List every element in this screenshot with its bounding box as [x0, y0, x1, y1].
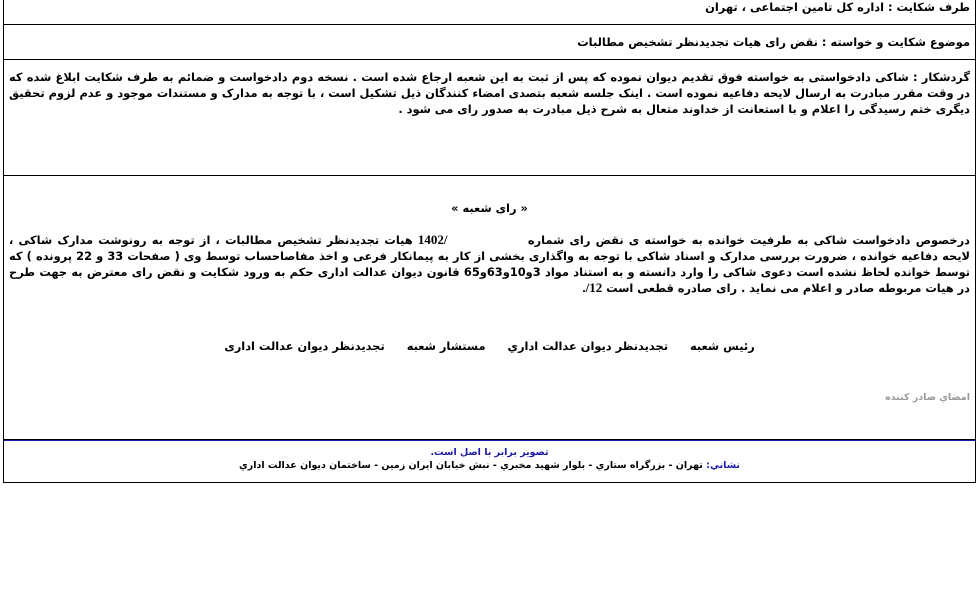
- verdict-lead: درخصوص دادخواست شاکی به طرفیت خوانده به خواسته ی نقض رای شماره: [527, 233, 971, 247]
- complaint-subject: موضوع شکایت و خواسته : نقض رای هیات تجدیدنظر تشخیص مطالبات: [577, 35, 970, 49]
- signature-branch-head-court: تجدیدنظر دیوان عدالت اداري: [507, 339, 668, 353]
- verdict-ref: 12/.: [582, 280, 603, 295]
- address-text: تهران - بزرگراه ستاري - بلوار شهيد مخبري - نبش خيابان ايران زمين - ساختمان ديوان عدالت اداري: [239, 460, 703, 471]
- verdict-text: [9, 232, 970, 296]
- complaint-party-row: [3, 0, 976, 25]
- certified-copy: تصویر برابر با اصل است.: [430, 447, 549, 458]
- address-label: نشاني:: [706, 460, 740, 471]
- footer-row: [3, 440, 976, 483]
- report-row: [3, 60, 976, 176]
- complaint-party: طرف شکایت : اداره کل تامین اجتماعی ، تهران: [705, 0, 970, 14]
- ruling-document: [3, 0, 976, 538]
- address-line: [9, 459, 970, 472]
- case-report: گردشکار : شاکی دادخواستی به خواسته فوق تقدیم دیوان نموده که پس از ثبت به این شعبه ارجاع شده است . نسخه دوم دادخواست و ضمائم به طرف شکایت ابلاغ شده که در وقت مقرر مبادرت به ارسال لایحه دفاعیه نموده است . اینک جلسه شعبه بتصدی امضاء کنندگان ذیل تشکیل است ، با توجه به مدارک و مستندات موجود و عدم لزوم تحقیق دیگری ختم رسیدگی را اعلام و با استعانت از خداوند متعال به شرح ذیل مبادرت به صدور رای می شود .: [9, 70, 970, 116]
- signature-counselor-court: تجدیدنظر دیوان عدالت اداری: [224, 339, 385, 353]
- verdict-body: هیات تجدیدنظر تشخیص مطالبات ، از توجه به رونوشت مدارک شاکی ، لایحه دفاعیه خوانده ، ضرورت بررسی مدارک و اسناد شاکی با توجه به واگذاری بخشی از کار به پیمانکار فرعی و اخذ مفاصاحساب توسط وی ( صفحات 33 و 22 پرونده ) که توسط خوانده لحاظ نشده است دعوی شاکی را وارد دانسته و به استناد مواد 3و10و63و65 قانون دیوان عدالت اداری حکم به ورود شکایت و نقض رای معترض به جهت طرح در هیات مربوطه صادر و اعلام می نماید . رای صادره قطعی است: [9, 233, 970, 295]
- subject-row: [3, 25, 976, 60]
- verdict-title: « رای شعبه »: [451, 201, 528, 215]
- issuer-signature-label: امضاي صادر كننده: [885, 392, 970, 403]
- verdict-row: [3, 176, 976, 440]
- signatures: [9, 338, 970, 354]
- verdict-number: /1402: [417, 232, 448, 247]
- signature-branch-head: رئیس شعبه: [689, 339, 755, 353]
- signature-counselor: مستشار شعبه: [406, 339, 486, 353]
